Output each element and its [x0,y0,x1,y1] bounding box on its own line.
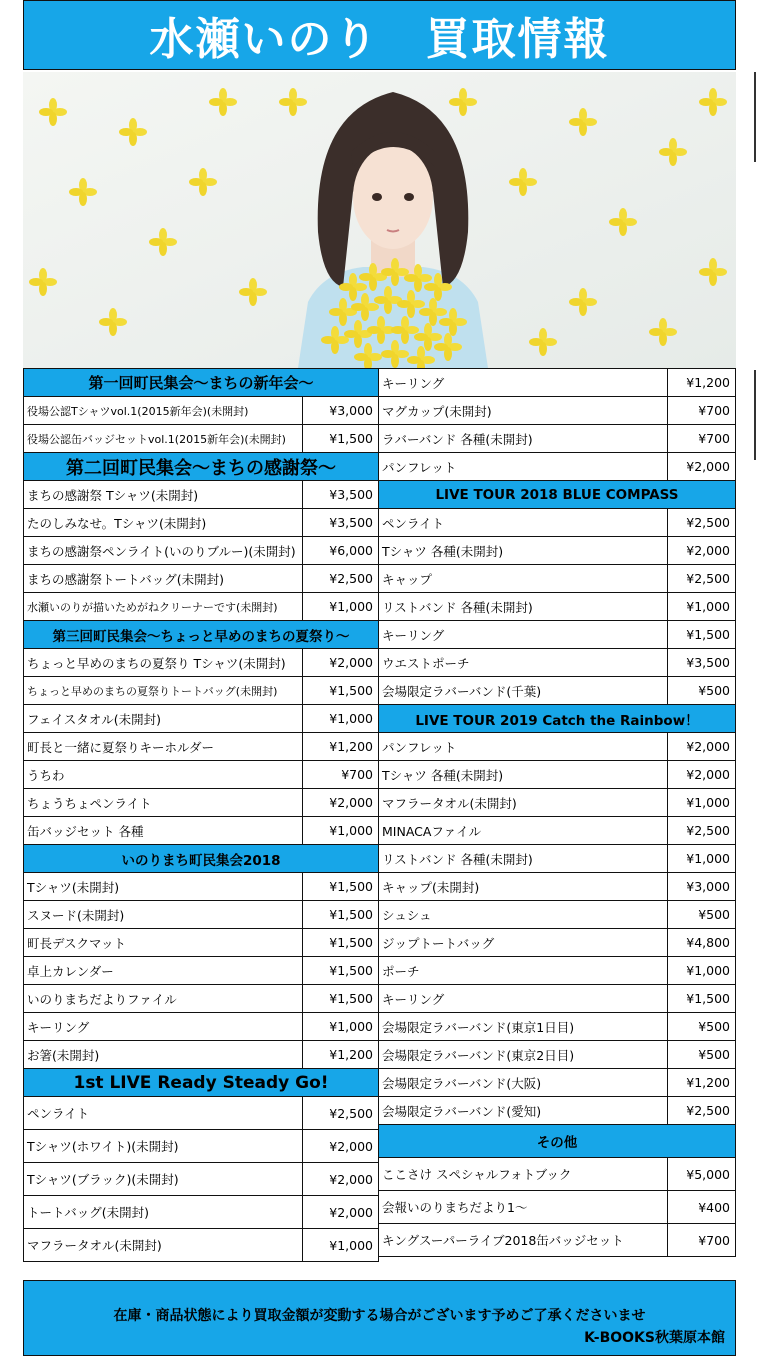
shop-name: K-BOOKS秋葉原本館 [584,1330,725,1346]
item-price: ¥1,500 [329,431,373,446]
table-row [24,508,378,536]
item-price: ¥3,500 [329,515,373,530]
item-name: 水瀬いのりが描いためがねクリーナーです(未開封) [24,593,303,620]
table-row [24,1162,378,1195]
section-header [24,844,378,872]
item-name: リストバンド 各種(未開封) [379,845,668,872]
table-row [24,536,378,564]
item-name: ウエストポーチ [379,649,668,676]
section-header [24,452,378,480]
item-name: Tシャツ 各種(未開封) [379,537,668,564]
item-name: いのりまちだよりファイル [24,985,303,1012]
table-row [379,872,735,900]
item-name: リストバンド 各種(未開封) [379,593,668,620]
section-title: その他 [536,1135,578,1151]
item-name: トートバッグ(未開封) [24,1196,303,1228]
item-name: まちの感謝祭 Tシャツ(未開封) [24,481,303,508]
table-row [379,1068,735,1096]
item-name: ジップトートバッグ [379,929,668,956]
item-name: Tシャツ 各種(未開封) [379,761,668,788]
section-title: 第一回町民集会～まちの新年会～ [88,374,314,392]
table-row [379,676,735,704]
item-price: ¥500 [698,683,730,698]
artist-photo [23,72,736,368]
item-name: スヌード(未開封) [24,901,303,928]
item-price: ¥500 [698,907,730,922]
table-row [379,928,735,956]
item-price: ¥2,000 [329,1171,373,1187]
table-row [24,1195,378,1228]
table-row [379,732,735,760]
section-header [24,620,378,648]
item-name: シュシュ [379,901,668,928]
item-price: ¥1,200 [329,1047,373,1062]
edge-mark [754,370,756,460]
item-name: 卓上カレンダー [24,957,303,984]
item-name: ちょっと早めのまちの夏祭り Tシャツ(未開封) [24,649,303,676]
table-row [24,592,378,620]
item-name: ペンライト [24,1097,303,1129]
item-price: ¥3,000 [686,879,730,894]
table-row [379,1040,735,1068]
table-row [24,1096,378,1129]
item-name: パンフレット [379,733,668,760]
table-row [379,1190,735,1223]
item-price: ¥2,500 [686,515,730,530]
table-row [379,620,735,648]
item-price: ¥500 [698,1047,730,1062]
table-row [379,956,735,984]
price-table-left [23,368,379,1262]
section-title: いのりまち町民集会2018 [121,852,281,869]
item-price: ¥2,500 [329,571,373,586]
table-row [24,424,378,452]
table-row [24,480,378,508]
item-price: ¥2,500 [329,1105,373,1121]
item-name: Tシャツ(未開封) [24,873,303,900]
table-row [379,900,735,928]
item-name: うちわ [24,761,303,788]
table-row [24,760,378,788]
item-name: 役場公認缶バッジセットvol.1(2015新年会)(未開封) [24,425,303,452]
table-row [379,592,735,620]
item-price: ¥1,000 [686,851,730,866]
artist-photo-illustration [23,72,736,368]
item-name: お箸(未開封) [24,1041,303,1068]
item-name: マフラータオル(未開封) [379,789,668,816]
section-title: 1st LIVE Ready Steady Go! [73,1072,329,1093]
item-name: Tシャツ(ホワイト)(未開封) [24,1130,303,1162]
item-price: ¥2,000 [329,795,373,810]
item-name: 会場限定ラバーバンド(大阪) [379,1069,668,1096]
item-price: ¥3,500 [686,655,730,670]
table-row [24,872,378,900]
item-price: ¥1,000 [686,795,730,810]
table-row [379,1223,735,1256]
item-name: ペンライト [379,509,668,536]
item-price: ¥1,000 [329,1019,373,1034]
table-row [379,508,735,536]
table-row [24,788,378,816]
item-price: ¥1,000 [329,1237,373,1253]
table-row [379,1096,735,1124]
item-name: ちょうちょペンライト [24,789,303,816]
item-name: MINACAファイル [379,817,668,844]
item-price: ¥1,200 [686,375,730,390]
item-name: 会報いのりまちだより1～ [379,1191,668,1223]
item-price: ¥1,000 [686,599,730,614]
item-price: ¥6,000 [329,543,373,558]
section-header [379,480,735,508]
item-price: ¥500 [698,1019,730,1034]
item-price: ¥3,000 [329,403,373,418]
table-row [379,368,735,396]
table-row [24,648,378,676]
table-row [24,1012,378,1040]
table-row [24,1040,378,1068]
item-name: まちの感謝祭トートバッグ(未開封) [24,565,303,592]
item-price: ¥700 [698,431,730,446]
item-name: マフラータオル(未開封) [24,1229,303,1261]
section-header [379,1124,735,1157]
page-title: 水瀬いのり 買取情報 [149,14,610,65]
table-row [24,928,378,956]
item-price: ¥1,200 [329,739,373,754]
item-name: ちょっと早めのまちの夏祭りトートバッグ(未開封) [24,677,303,704]
item-price: ¥1,000 [329,823,373,838]
item-price: ¥2,500 [686,1103,730,1118]
item-price: ¥4,800 [686,935,730,950]
item-price: ¥400 [698,1199,730,1215]
item-name: 町長と一緒に夏祭りキーホルダー [24,733,303,760]
item-price: ¥1,200 [686,1075,730,1090]
item-name: キーリング [24,1013,303,1040]
item-price: ¥5,000 [686,1166,730,1182]
footer-notice-box [23,1280,736,1356]
footer-notice: 在庫・商品状態により買取金額が変動する場合がございます予めご了承くださいませ [113,1308,646,1324]
item-price: ¥1,500 [329,963,373,978]
item-price: ¥1,500 [329,935,373,950]
item-name: 会場限定ラバーバンド(千葉) [379,677,668,704]
item-name: キャップ [379,565,668,592]
table-row [24,984,378,1012]
item-price: ¥2,000 [329,655,373,670]
table-row [24,1129,378,1162]
item-price: ¥2,000 [329,1138,373,1154]
item-price: ¥700 [698,1232,730,1248]
table-row [24,396,378,424]
item-name: キーリング [379,369,668,396]
item-price: ¥1,500 [686,991,730,1006]
section-title: 第二回町民集会～まちの感謝祭～ [66,457,336,479]
table-row [24,564,378,592]
table-row [379,424,735,452]
item-name: 会場限定ラバーバンド(東京2日目) [379,1041,668,1068]
table-row [379,760,735,788]
section-title: LIVE TOUR 2018 BLUE COMPASS [435,486,679,503]
item-price: ¥2,000 [329,1204,373,1220]
section-header [24,368,378,396]
item-name: ポーチ [379,957,668,984]
table-row [379,816,735,844]
table-row [379,396,735,424]
item-price: ¥1,500 [329,907,373,922]
section-header [24,1068,378,1096]
item-name: ここさけ スペシャルフォトブック [379,1158,668,1190]
section-title: LIVE TOUR 2019 Catch the Rainbow！ [415,712,699,729]
section-header [379,704,735,732]
item-name: パンフレット [379,453,668,480]
title-banner [23,0,736,70]
table-row [24,956,378,984]
item-name: キーリング [379,985,668,1012]
table-row [379,788,735,816]
table-row [379,1157,735,1190]
item-name: 缶バッジセット 各種 [24,817,303,844]
item-price: ¥2,000 [686,767,730,782]
item-price: ¥2,000 [686,739,730,754]
item-price: ¥1,500 [329,879,373,894]
item-name: キャップ(未開封) [379,873,668,900]
item-name: マグカップ(未開封) [379,397,668,424]
edge-mark [754,72,756,162]
item-price: ¥2,500 [686,571,730,586]
item-name: ラバーバンド 各種(未開封) [379,425,668,452]
item-price: ¥2,000 [686,459,730,474]
item-price: ¥1,000 [329,711,373,726]
table-row [379,1012,735,1040]
table-row [379,844,735,872]
table-row [24,676,378,704]
table-row [24,732,378,760]
item-price: ¥1,000 [329,599,373,614]
item-price: ¥2,000 [686,543,730,558]
table-row [24,900,378,928]
item-name: キングスーパーライブ2018缶バッジセット [379,1224,668,1256]
table-row [379,564,735,592]
item-name: 会場限定ラバーバンド(愛知) [379,1097,668,1124]
table-row [379,648,735,676]
item-price: ¥1,500 [686,627,730,642]
table-row [24,704,378,732]
item-price: ¥1,000 [686,963,730,978]
item-name: フェイスタオル(未開封) [24,705,303,732]
item-name: たのしみなせ。Tシャツ(未開封) [24,509,303,536]
item-price: ¥3,500 [329,487,373,502]
table-row [379,536,735,564]
table-row [24,1228,378,1261]
item-price: ¥700 [341,767,373,782]
item-name: 役場公認Tシャツvol.1(2015新年会)(未開封) [24,397,303,424]
item-name: キーリング [379,621,668,648]
item-price: ¥1,500 [329,683,373,698]
item-name: 町長デスクマット [24,929,303,956]
item-name: Tシャツ(ブラック)(未開封) [24,1163,303,1195]
item-price: ¥1,500 [329,991,373,1006]
item-name: 会場限定ラバーバンド(東京1日目) [379,1013,668,1040]
price-table-right [379,368,736,1257]
item-price: ¥2,500 [686,823,730,838]
table-row [379,452,735,480]
item-name: まちの感謝祭ペンライト(いのりブルー)(未開封) [24,537,303,564]
section-title: 第三回町民集会～ちょっと早めのまちの夏祭り～ [52,628,350,645]
table-row [379,984,735,1012]
item-price: ¥700 [698,403,730,418]
table-row [24,816,378,844]
